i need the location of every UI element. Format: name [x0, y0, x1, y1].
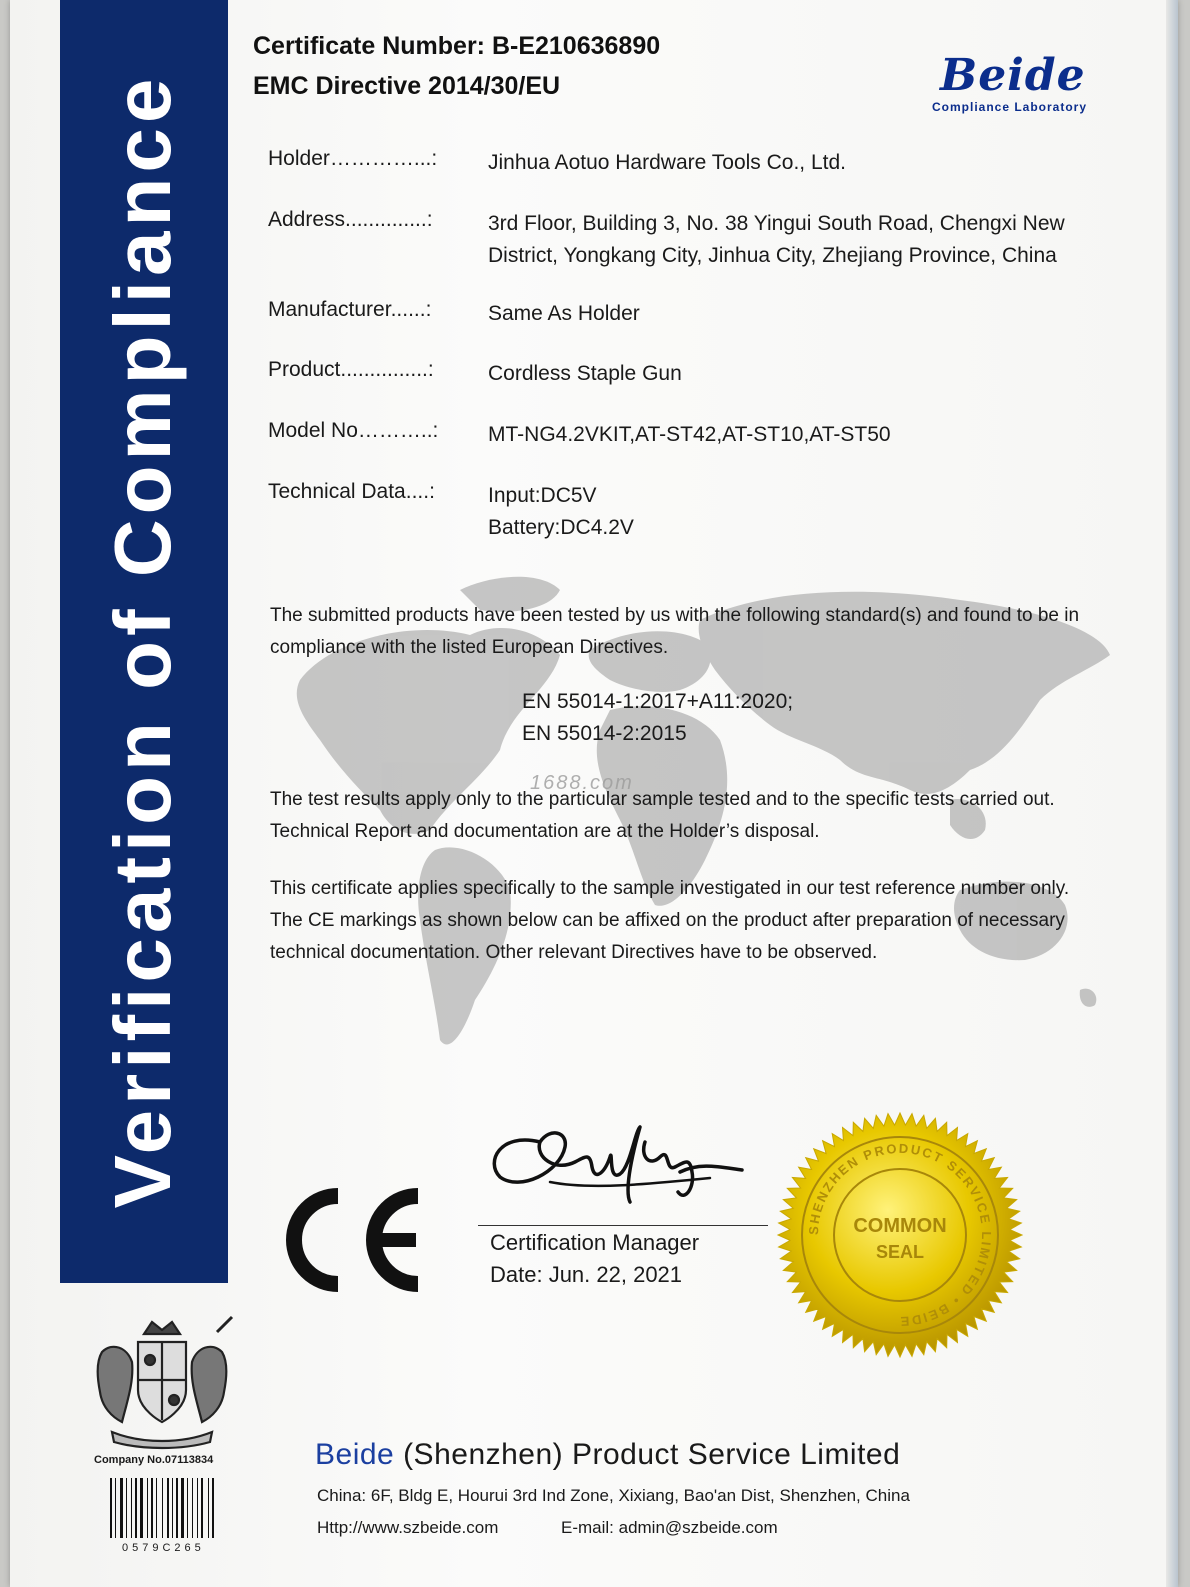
- product-label: Product...............:: [268, 358, 434, 381]
- tested-line-2: compliance with the listed European Directives.: [270, 637, 669, 658]
- address-line-2: District, Yongkang City, Jinhua City, Zhejiang Province, China: [488, 244, 1057, 267]
- technical-data-label: Technical Data....:: [268, 480, 435, 503]
- barcode-bar: [131, 1478, 132, 1538]
- ce-mark-icon: [278, 1188, 428, 1292]
- seal-text-1: COMMON: [853, 1215, 947, 1237]
- technical-data-value: [488, 480, 1148, 544]
- barcode-bar: [120, 1478, 123, 1538]
- seal-text-2: SEAL: [875, 1242, 925, 1262]
- standard-2: EN 55014-2:2015: [522, 722, 687, 745]
- applies-line-3: technical documentation. Other relevant Directives have to be observed.: [270, 942, 878, 963]
- certificate-page: [10, 0, 1178, 1587]
- address-line-1: 3rd Floor, Building 3, No. 38 Yingui South Road, Chengxi New: [488, 212, 1065, 235]
- barcode-bar: [208, 1478, 209, 1538]
- company-website: Http://www.szbeide.com: [317, 1518, 499, 1537]
- barcode-bar: [197, 1478, 198, 1538]
- barcode-bar: [147, 1478, 148, 1538]
- signatory-title: Certification Manager: [490, 1230, 700, 1255]
- barcode-bar: [172, 1478, 173, 1538]
- results-paragraph: [270, 784, 1150, 848]
- certificate-number: Certificate Number: B-E210636890: [253, 32, 661, 60]
- barcode-bar: [162, 1478, 163, 1538]
- technical-line-2: Battery:DC4.2V: [488, 516, 634, 539]
- applies-line-1: This certificate applies specifically to the sample investigated in our test reference number only.: [270, 878, 1070, 899]
- barcode-bar: [156, 1478, 157, 1538]
- tested-paragraph: [270, 600, 1150, 664]
- barcode-graphic: [108, 1478, 232, 1538]
- technical-line-1: Input:DC5V: [488, 484, 597, 507]
- company-email: E-mail: admin@szbeide.com: [561, 1518, 778, 1537]
- seal-ring-text: SHENZHEN PRODUCT SERVICE LIMITED • BEIDE: [805, 1140, 995, 1330]
- company-name: [315, 1438, 900, 1472]
- barcode-bar: [135, 1478, 137, 1538]
- results-line-2: Technical Report and documentation are at the Holder’s disposal.: [270, 821, 820, 842]
- address-value: [488, 208, 1148, 272]
- holder-value: Jinhua Aotuo Hardware Tools Co., Ltd.: [488, 151, 846, 174]
- logo-subtitle: Compliance Laboratory: [932, 100, 1088, 114]
- barcode-bar: [140, 1478, 143, 1538]
- barcode-bar: [151, 1478, 153, 1538]
- barcode-number: 0579C265: [122, 1542, 205, 1554]
- model-value: MT-NG4.2VKIT,AT-ST42,AT-ST10,AT-ST50: [488, 423, 891, 446]
- barcode-bar: [201, 1478, 203, 1538]
- royal-crest-icon: [82, 1312, 242, 1452]
- barcode-bar: [115, 1478, 116, 1538]
- tested-line-1: The submitted products have been tested by us with the following standard(s) and found to be in: [270, 605, 1080, 626]
- company-number: Company No.07113834: [94, 1454, 214, 1466]
- signature-line: [478, 1225, 768, 1226]
- gold-seal-icon: [775, 1110, 1025, 1360]
- company-name-rest: (Shenzhen) Product Service Limited: [394, 1438, 901, 1471]
- manufacturer-label: Manufacturer......:: [268, 298, 432, 321]
- side-title: Verification of Compliance: [98, 73, 187, 1209]
- directive-title: EMC Directive 2014/30/EU: [253, 72, 561, 100]
- applies-paragraph: [270, 873, 1150, 969]
- certificate-date: Date: Jun. 22, 2021: [490, 1262, 683, 1287]
- address-label: Address..............:: [268, 208, 433, 231]
- applies-line-2: The CE markings as shown below can be affixed on the product after preparation of necessary: [270, 910, 1065, 931]
- barcode-bar: [110, 1478, 112, 1538]
- watermark-1688: 1688.com: [530, 772, 634, 794]
- company-name-brand: Beide: [315, 1438, 395, 1471]
- barcode-bar: [212, 1478, 214, 1538]
- barcode-bar: [176, 1478, 178, 1538]
- manufacturer-value: Same As Holder: [488, 302, 640, 325]
- logo-brand: Beide: [940, 50, 1086, 101]
- product-value: Cordless Staple Gun: [488, 362, 682, 385]
- model-label: Model No………..:: [268, 419, 439, 442]
- standard-1: EN 55014-1:2017+A11:2020;: [522, 690, 794, 713]
- barcode-bar: [192, 1478, 193, 1538]
- barcode-bar: [167, 1478, 169, 1538]
- holder-label: Holder…………...:: [268, 147, 438, 170]
- barcode-bar: [126, 1478, 127, 1538]
- page-edge: [1166, 0, 1178, 1587]
- company-address: China: 6F, Bldg E, Hourui 3rd Ind Zone, Xixiang, Bao'an Dist, Shenzhen, China: [317, 1486, 910, 1505]
- beide-logo: [932, 50, 1140, 114]
- barcode-bar: [181, 1478, 184, 1538]
- results-line-1: The test results apply only to the particular sample tested and to the specific tests carried out.: [270, 789, 1055, 810]
- barcode-bar: [187, 1478, 188, 1538]
- signature-graphic: [480, 1112, 760, 1212]
